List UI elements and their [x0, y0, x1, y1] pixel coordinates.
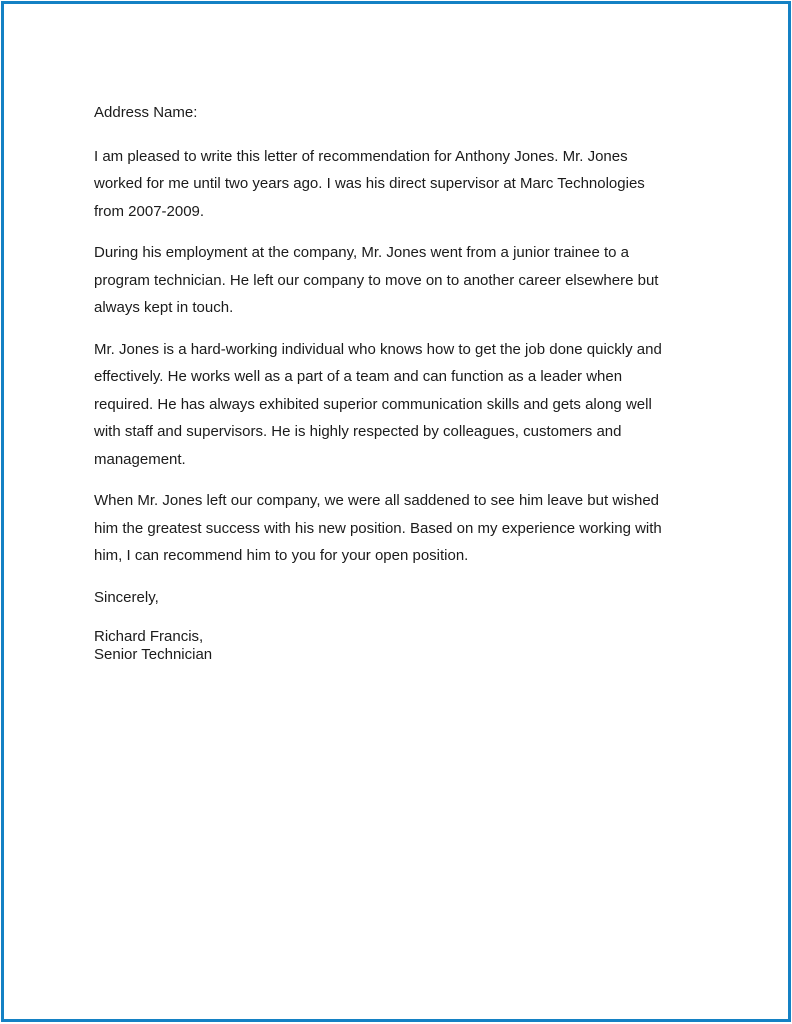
paragraph-line: Mr. Jones is a hard-working individual who knows how to get the job done quickly and — [94, 340, 662, 358]
paragraph — [94, 143, 694, 226]
signature-line: Senior Technician — [94, 645, 213, 663]
paragraph-line: him the greatest success with his new position. Based on my experience working with — [94, 519, 662, 537]
paragraph-line: During his employment at the company, Mr. Jones went from a junior trainee to a — [94, 244, 629, 261]
signature-block — [94, 628, 694, 663]
letter-content — [94, 99, 694, 663]
paragraph-line: When Mr. Jones left our company, we were all saddened to see him leave but wished — [94, 492, 660, 509]
paragraph-line: always kept in touch. — [94, 299, 234, 316]
letter-body — [94, 143, 694, 570]
paragraph-line: program technician. He left our company to move on to another career elsewhere but — [94, 271, 659, 289]
signature-line: Richard Francis, — [94, 628, 204, 645]
paragraph — [94, 239, 694, 322]
paragraph-line: management. — [94, 450, 186, 468]
paragraph-line: effectively. He works well as a part of a team and can function as a leader when — [94, 368, 623, 385]
paragraph-line: from 2007-2009. — [94, 202, 205, 220]
closing: Sincerely, — [94, 588, 159, 606]
paragraph — [94, 487, 694, 570]
paragraph — [94, 336, 694, 474]
paragraph-line: worked for me until two years ago. I was his direct supervisor at Marc Technologies — [94, 175, 645, 192]
paragraph-line: required. He has always exhibited superior communication skills and gets along well — [94, 395, 652, 413]
paragraph-line: I am pleased to write this letter of recommendation for Anthony Jones. Mr. Jones — [94, 147, 628, 165]
paragraph-line: with staff and supervisors. He is highly respected by colleagues, customers and — [94, 423, 622, 440]
paragraph-line: him, I can recommend him to you for your open position. — [94, 547, 469, 564]
salutation: Address Name: — [94, 104, 198, 121]
